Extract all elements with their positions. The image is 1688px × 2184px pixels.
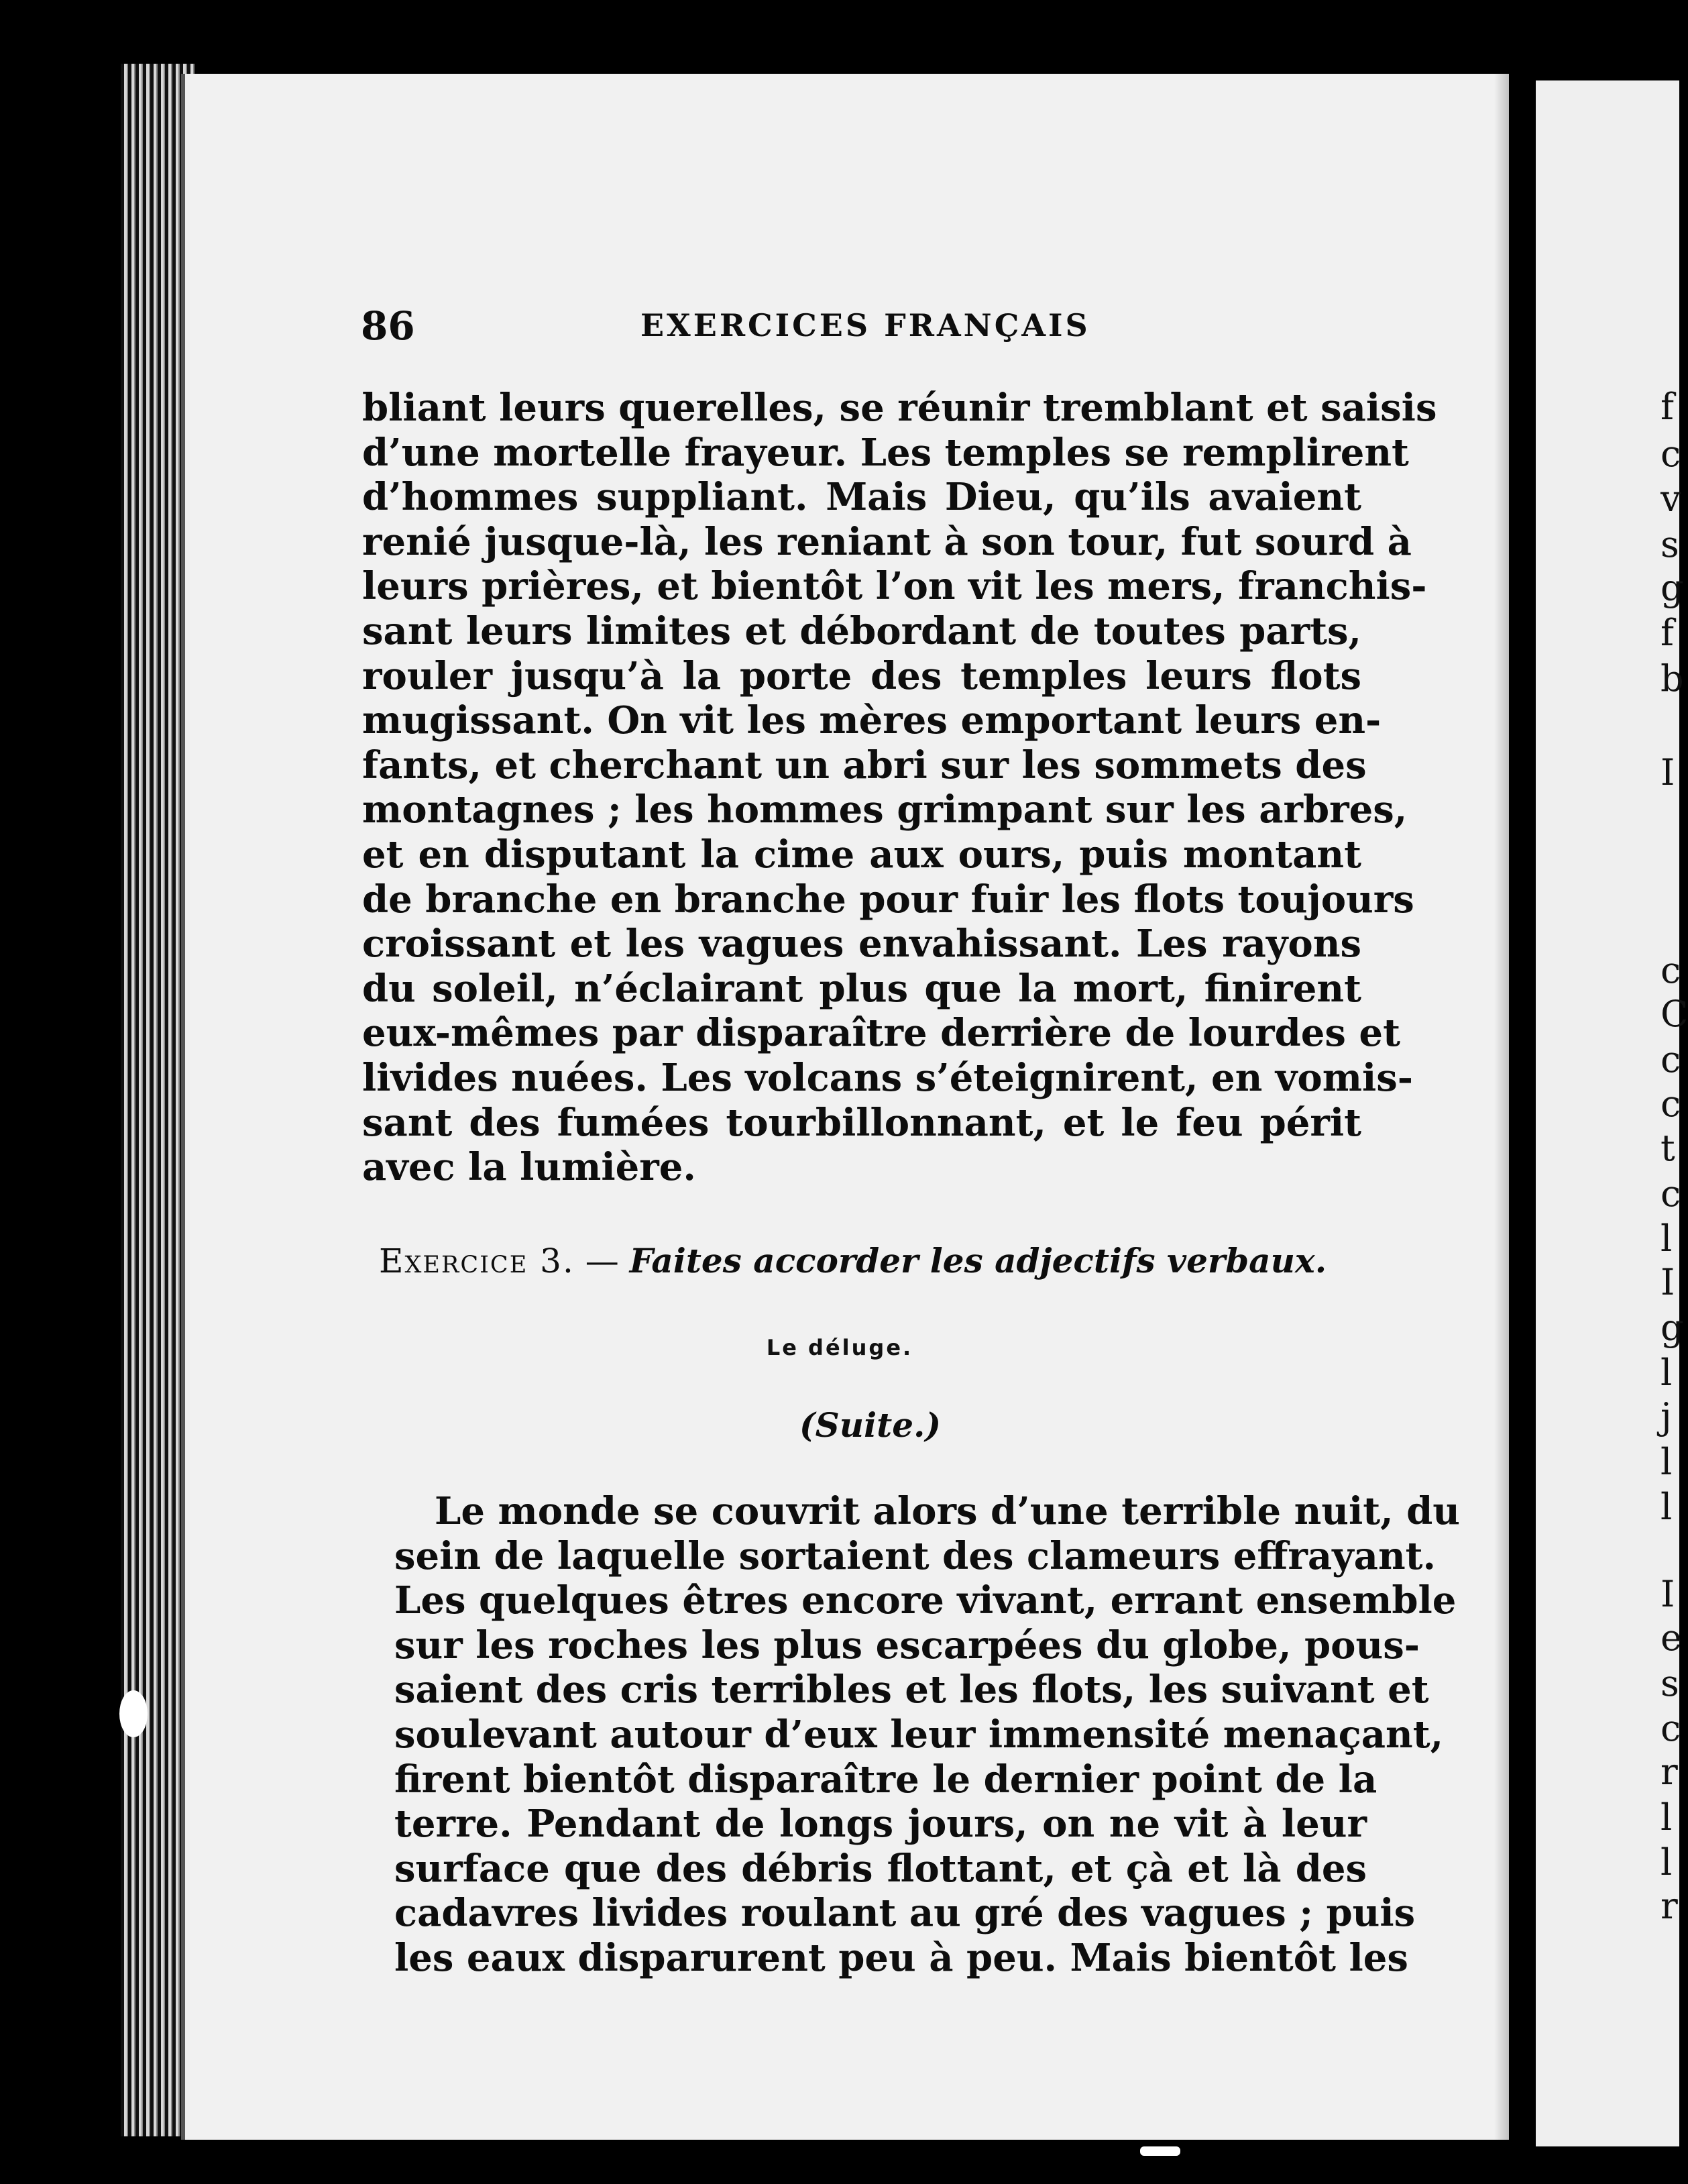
scan-speck	[119, 1690, 148, 1737]
right-page-letter: l	[1661, 1486, 1673, 1528]
scan-speck	[1140, 2146, 1180, 2156]
page-number: 86	[361, 303, 415, 349]
right-page-letter: v	[1661, 478, 1681, 520]
text-line: terre. Pendant de longs jours, on ne vit à leur	[394, 1802, 1367, 1847]
right-page-letter: C	[1661, 993, 1688, 1035]
right-page-letter: I	[1661, 1573, 1675, 1615]
text-line: bliant leurs querelles, se réunir tremblant et saisis	[362, 386, 1437, 430]
right-page-letter: b	[1661, 657, 1684, 700]
passage-two	[394, 1489, 1461, 1981]
right-page-letter: c	[1661, 433, 1681, 475]
exercise-heading	[379, 1241, 1358, 1280]
text-line: et en disputant la cime aux ours, puis montant	[362, 832, 1361, 877]
text-line: Les quelques êtres encore vivant, errant ensemble	[394, 1578, 1457, 1623]
text-line: sant leurs limites et débordant de toutes parts,	[362, 608, 1361, 653]
right-page-letter: s	[1661, 523, 1679, 565]
right-page-letter: g	[1661, 567, 1684, 609]
right-page-letter: l	[1661, 1796, 1673, 1839]
right-page-letter: I	[1661, 751, 1675, 794]
section-subtitle: (Suite.)	[799, 1405, 942, 1445]
text-line: firent bientôt disparaître le dernier point de la	[394, 1757, 1377, 1802]
text-line: avec la lumière.	[362, 1145, 696, 1190]
text-line: fants, et cherchant un abri sur les sommets des	[362, 743, 1367, 787]
right-page-letter: f	[1661, 386, 1674, 428]
right-page-letter: r	[1661, 1751, 1678, 1793]
right-page-letter: c	[1661, 949, 1681, 991]
book-gutter	[1509, 67, 1536, 2146]
text-line: sein de laquelle sortaient des clameurs effrayant.	[394, 1533, 1437, 1578]
right-page-letter: l	[1661, 1841, 1673, 1883]
right-page-letter: e	[1661, 1617, 1682, 1659]
running-title: EXERCICES FRANÇAIS	[640, 307, 1090, 343]
right-page-letter: l	[1661, 1441, 1673, 1483]
right-page	[1536, 80, 1679, 2146]
text-line: mugissant. On vit les mères emportant leurs en-	[362, 698, 1382, 743]
text-line: saient des cris terribles et les flots, les suivant et	[394, 1668, 1429, 1712]
text-line: rouler jusqu’à la porte des temples leurs flots	[362, 653, 1361, 698]
text-line: livides nuées. Les volcans s’éteignirent, en vomis-	[362, 1055, 1413, 1100]
text-line: les eaux disparurent peu à peu. Mais bientôt les	[394, 1935, 1408, 1980]
passage-one	[362, 386, 1437, 1190]
section-title: Le déluge.	[766, 1335, 913, 1360]
text-line: sur les roches les plus escarpées du globe, pous-	[394, 1623, 1420, 1668]
text-line: renié jusque-là, les reniant à son tour, fut sourd à	[362, 519, 1412, 564]
text-line: eux-mêmes par disparaître derrière de lourdes et	[362, 1011, 1400, 1056]
text-line: d’hommes suppliant. Mais Dieu, qu’ils avaient	[362, 475, 1361, 520]
exercise-dash: —	[585, 1242, 619, 1280]
text-line: soulevant autour d’eux leur immensité menaçant,	[394, 1712, 1444, 1757]
right-page-letter: r	[1661, 1885, 1678, 1927]
text-line: sant des fumées tourbillonnant, et le feu périt	[362, 1100, 1361, 1145]
right-page-letter: c	[1661, 1707, 1681, 1749]
right-page-letter: s	[1661, 1662, 1679, 1704]
right-page-letter: c	[1661, 1172, 1681, 1215]
text-line: d’une mortelle frayeur. Les temples se remplirent	[362, 430, 1409, 475]
text-line: du soleil, n’éclairant plus que la mort, finirent	[362, 966, 1361, 1011]
text-line: surface que des débris flottant, et çà et là des	[394, 1846, 1367, 1891]
text-line: Le monde se couvrit alors d’une terrible nuit, du	[435, 1489, 1461, 1533]
right-page-letter: j	[1661, 1395, 1672, 1437]
right-page-letter: c	[1661, 1083, 1681, 1125]
right-page-letter: l	[1661, 1217, 1673, 1260]
right-page-letter: I	[1661, 1261, 1675, 1303]
right-page-letter: t	[1661, 1127, 1675, 1169]
right-page-letter: g	[1661, 1307, 1684, 1349]
exercise-label: Exercice 3.	[379, 1242, 575, 1280]
right-page-letter: c	[1661, 1038, 1681, 1081]
text-line: de branche en branche pour fuir les flots toujours	[362, 877, 1414, 922]
text-line: montagnes ; les hommes grimpant sur les arbres,	[362, 787, 1408, 832]
exercise-instruction: Faites accorder les adjectifs verbaux.	[629, 1241, 1327, 1280]
right-page-letter: f	[1661, 612, 1674, 654]
right-page-letter: l	[1661, 1352, 1673, 1394]
text-line: croissant et les vagues envahissant. Les rayons	[362, 922, 1361, 967]
text-line: leurs prières, et bientôt l’on vit les mers, franchis-	[362, 564, 1427, 609]
text-line: cadavres livides roulant au gré des vagues ; puis	[394, 1891, 1416, 1936]
